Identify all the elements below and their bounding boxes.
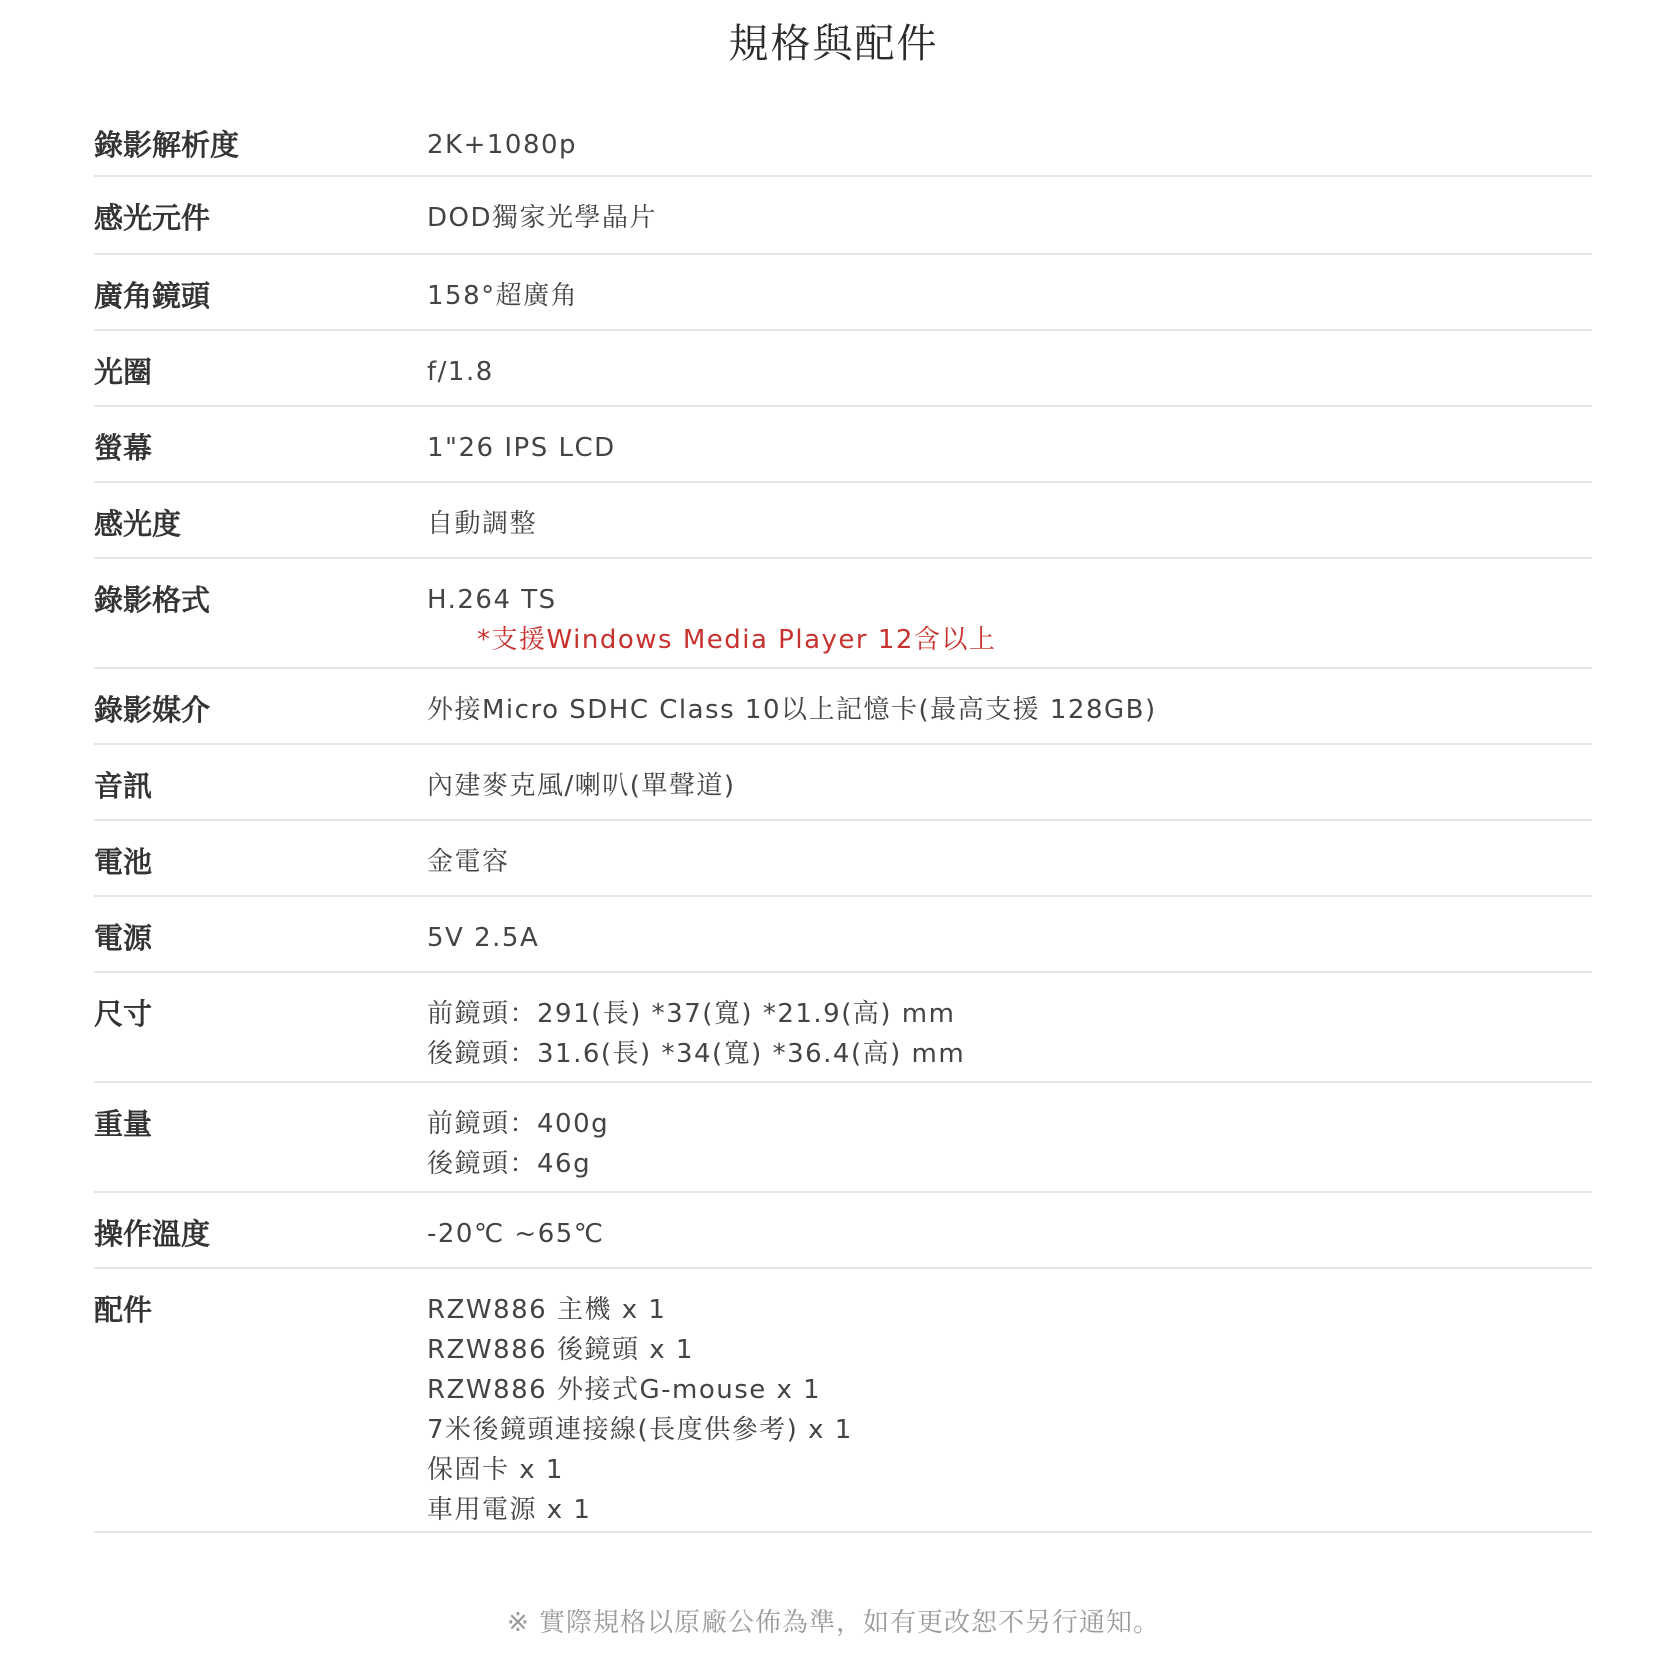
spec-row — [94, 483, 1592, 559]
page-title: 規格與配件 — [728, 21, 939, 67]
spec-value — [427, 1083, 1592, 1191]
spec-label: 感光度 — [94, 507, 182, 541]
spec-note: *支援Windows Media Player 12含以上 — [477, 625, 997, 655]
spec-label: 錄影媒介 — [94, 693, 211, 727]
spec-label: 尺寸 — [94, 997, 153, 1031]
spec-value-line: 後鏡頭：31.6(長) *34(寬) *36.4(高) mm — [427, 1039, 966, 1069]
spec-value-line: 外接Micro SDHC Class 10以上記憶卡(最高支援 128GB) — [427, 695, 1157, 725]
spec-value — [427, 559, 1592, 667]
spec-value-line: 7米後鏡頭連接線(長度供參考) x 1 — [427, 1415, 853, 1445]
spec-value-line: 5V 2.5A — [427, 923, 540, 953]
spec-value — [427, 255, 1592, 329]
spec-row — [94, 255, 1592, 331]
spec-value-line: -20℃ ~65℃ — [427, 1219, 605, 1249]
spec-value-line: RZW886 外接式G-mouse x 1 — [427, 1375, 822, 1405]
spec-row — [94, 821, 1592, 897]
spec-label: 錄影解析度 — [94, 128, 240, 162]
spec-value-line: 2K+1080p — [427, 130, 578, 160]
spec-row — [94, 669, 1592, 745]
spec-value — [427, 745, 1592, 819]
disclaimer-note: ※ 實際規格以原廠公佈為準，如有更改恕不另行通知。 — [506, 1608, 1161, 1638]
spec-value — [427, 331, 1592, 405]
spec-value-line: 金電容 — [427, 847, 510, 877]
spec-row — [94, 1083, 1592, 1193]
spec-row — [94, 407, 1592, 483]
spec-value-line: 車用電源 x 1 — [427, 1495, 592, 1525]
spec-value-line: 158°超廣角 — [427, 281, 579, 311]
spec-row — [94, 973, 1592, 1083]
spec-value — [427, 669, 1592, 743]
spec-row — [94, 745, 1592, 821]
spec-value-line: DOD獨家光學晶片 — [427, 203, 658, 233]
spec-row — [94, 331, 1592, 407]
spec-label: 光圈 — [94, 355, 153, 389]
spec-value-line: f/1.8 — [427, 357, 494, 387]
spec-table — [94, 104, 1592, 1533]
spec-label: 感光元件 — [94, 201, 211, 235]
spec-row — [94, 104, 1592, 177]
spec-value — [427, 104, 1592, 175]
spec-label: 錄影格式 — [94, 583, 211, 617]
spec-value-line: H.264 TS — [427, 585, 557, 615]
spec-value — [427, 407, 1592, 481]
spec-value — [427, 1269, 1592, 1531]
spec-label: 操作溫度 — [94, 1217, 211, 1251]
spec-value-line: 1"26 IPS LCD — [427, 433, 616, 463]
spec-label: 重量 — [94, 1107, 153, 1141]
spec-value-line: RZW886 後鏡頭 x 1 — [427, 1335, 694, 1365]
spec-value-line: 內建麥克風/喇叭(單聲道) — [427, 771, 736, 801]
spec-value — [427, 897, 1592, 971]
spec-value-line: 前鏡頭：291(長) *37(寬) *21.9(高) mm — [427, 999, 956, 1029]
spec-label: 廣角鏡頭 — [94, 279, 211, 313]
spec-row — [94, 1269, 1592, 1533]
spec-row — [94, 177, 1592, 255]
spec-value — [427, 1193, 1592, 1267]
spec-row — [94, 1193, 1592, 1269]
spec-value — [427, 177, 1592, 253]
spec-label: 音訊 — [94, 769, 153, 803]
spec-value-line: RZW886 主機 x 1 — [427, 1295, 667, 1325]
spec-label: 電池 — [94, 845, 153, 879]
spec-row — [94, 897, 1592, 973]
spec-label: 電源 — [94, 921, 153, 955]
spec-value-line: 前鏡頭：400g — [427, 1109, 610, 1139]
spec-value — [427, 483, 1592, 557]
spec-value-line: 後鏡頭：46g — [427, 1149, 592, 1179]
spec-value — [427, 973, 1592, 1081]
spec-value-line: 自動調整 — [427, 509, 538, 539]
spec-value-line: 保固卡 x 1 — [427, 1455, 564, 1485]
spec-row — [94, 559, 1592, 669]
spec-label: 配件 — [94, 1293, 153, 1327]
spec-value — [427, 821, 1592, 895]
spec-label: 螢幕 — [94, 431, 153, 465]
